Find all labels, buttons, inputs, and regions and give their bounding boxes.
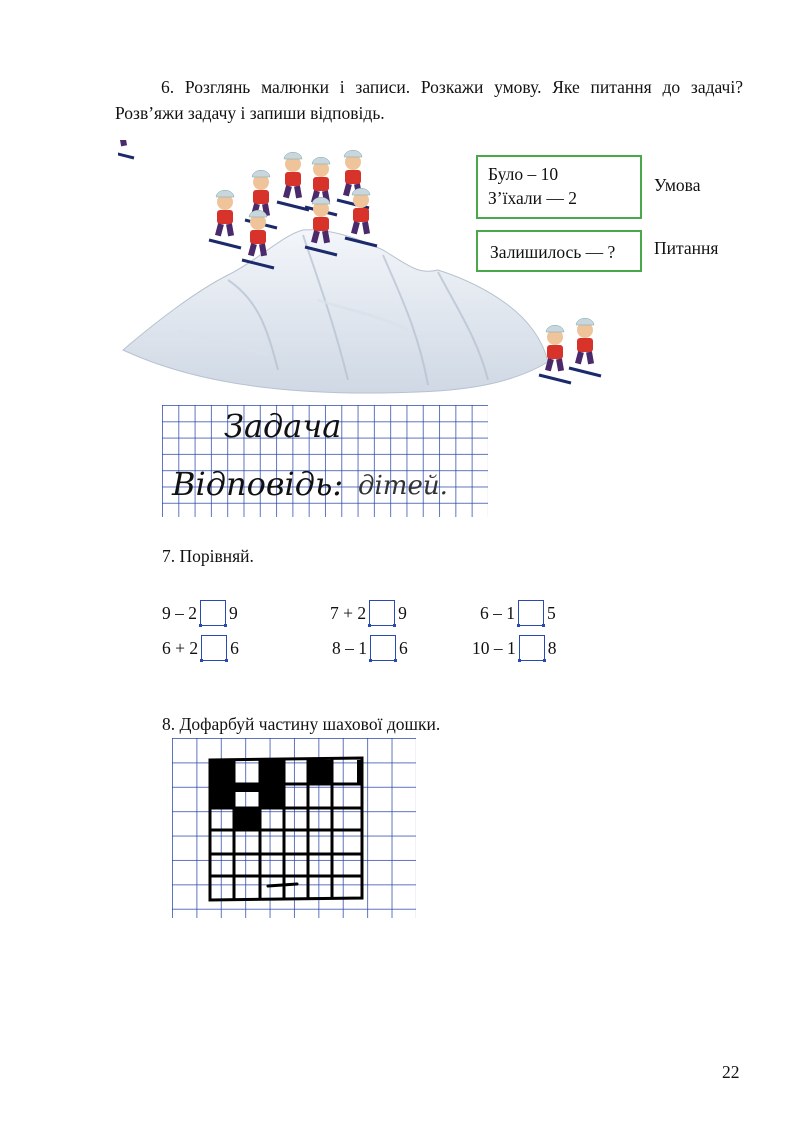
compare-box[interactable]: [201, 635, 227, 661]
condition-box: [476, 155, 642, 219]
compare-item: [162, 635, 239, 661]
compare-right: 8: [547, 637, 557, 658]
question-label: Питання: [654, 238, 719, 258]
task7-title: 7. Порівняй.: [162, 546, 254, 566]
compare-right: 9: [398, 602, 407, 623]
compare-item: [162, 600, 238, 626]
compare-box[interactable]: [518, 600, 544, 626]
answer-unit: дітей.: [358, 471, 448, 501]
compare-right: 5: [547, 602, 556, 623]
compare-right: 6: [230, 637, 239, 658]
compare-left: 9 – 2: [162, 602, 197, 623]
chessboard[interactable]: [172, 738, 416, 918]
condition-label: Умова: [654, 175, 701, 195]
compare-box[interactable]: [519, 635, 545, 661]
page-number: 22: [722, 1062, 740, 1082]
chessboard-grid: [172, 738, 416, 918]
notebook-grid: [162, 405, 488, 517]
compare-box[interactable]: [370, 635, 396, 661]
compare-left: 6 + 2: [162, 637, 199, 658]
skier: [118, 140, 134, 158]
compare-item: [480, 600, 556, 626]
condition-line-1: Було – 10: [488, 164, 559, 184]
notebook-title: Задача: [224, 407, 342, 445]
answer-label: Відповідь:: [172, 465, 344, 503]
compare-item: [330, 600, 407, 626]
compare-item: [332, 635, 408, 661]
compare-item: [472, 635, 557, 661]
compare-right: 6: [399, 637, 408, 658]
compare-box[interactable]: [200, 600, 226, 626]
compare-left: 8 – 1: [332, 637, 367, 658]
compare-left: 6 – 1: [480, 602, 515, 623]
condition-line-2: З’їхали — 2: [488, 188, 577, 208]
compare-left: 7 + 2: [330, 602, 367, 623]
task8-title: 8. Дофарбуй частину шахової дошки.: [162, 714, 441, 734]
question-text: Залишилось — ?: [490, 242, 616, 262]
task6-text: 6. Розглянь малюнки і записи. Розкажи умову. Яке питання до задачі? Розв’яжи задачу і запиши відповідь.: [115, 77, 743, 123]
compare-right: 9: [229, 602, 238, 623]
question-box: [476, 230, 642, 272]
compare-left: 10 – 1: [472, 637, 516, 658]
compare-box[interactable]: [369, 600, 395, 626]
